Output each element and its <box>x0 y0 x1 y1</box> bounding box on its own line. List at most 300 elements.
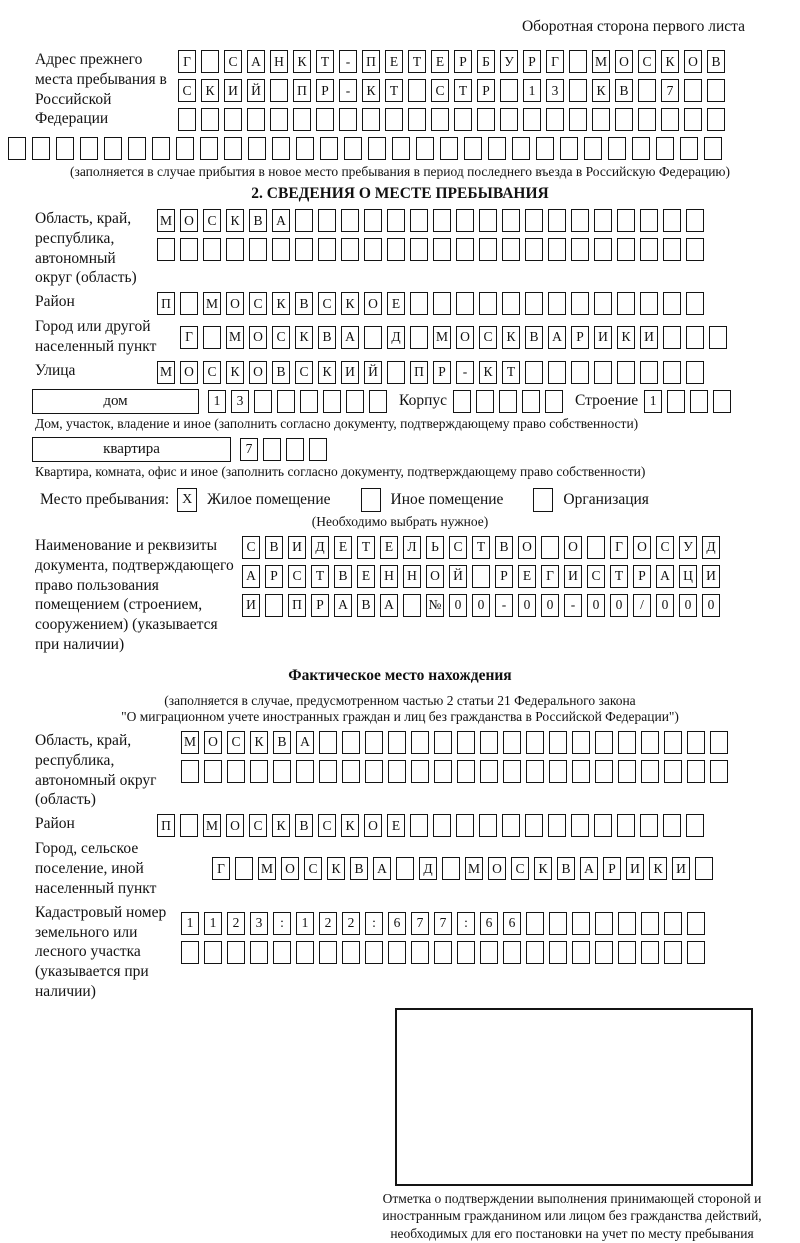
form-cell[interactable] <box>617 361 635 384</box>
form-cell[interactable] <box>104 137 122 160</box>
form-cell[interactable] <box>571 209 589 232</box>
form-cell[interactable]: 1 <box>296 912 314 935</box>
form-cell[interactable]: К <box>479 361 497 384</box>
form-cell[interactable] <box>502 209 520 232</box>
form-cell[interactable] <box>523 108 541 131</box>
form-cell[interactable]: Р <box>523 50 541 73</box>
form-cell[interactable]: Р <box>265 565 283 588</box>
form-cell[interactable]: А <box>380 594 398 617</box>
form-cell[interactable]: П <box>157 814 175 837</box>
form-cell[interactable]: А <box>272 209 290 232</box>
form-cell[interactable] <box>204 760 222 783</box>
form-cell[interactable] <box>224 137 242 160</box>
form-cell[interactable]: Е <box>431 50 449 73</box>
form-cell[interactable] <box>548 814 566 837</box>
form-cell[interactable] <box>569 79 587 102</box>
form-cell[interactable] <box>595 731 613 754</box>
form-cell[interactable] <box>342 731 360 754</box>
form-cell[interactable]: Е <box>357 565 375 588</box>
form-cell[interactable] <box>560 137 578 160</box>
form-cell[interactable]: 1 <box>204 912 222 935</box>
form-cell[interactable]: К <box>250 731 268 754</box>
form-cell[interactable]: В <box>615 79 633 102</box>
form-cell[interactable] <box>339 108 357 131</box>
form-cell[interactable] <box>319 731 337 754</box>
form-cell[interactable] <box>456 814 474 837</box>
form-cell[interactable] <box>641 731 659 754</box>
form-cell[interactable]: У <box>679 536 697 559</box>
form-cell[interactable] <box>548 238 566 261</box>
form-cell[interactable]: 1 <box>181 912 199 935</box>
form-cell[interactable] <box>227 941 245 964</box>
form-cell[interactable] <box>457 731 475 754</box>
form-cell[interactable] <box>686 292 704 315</box>
form-cell[interactable] <box>667 390 685 413</box>
form-cell[interactable] <box>663 361 681 384</box>
form-cell[interactable]: Р <box>433 361 451 384</box>
form-cell[interactable]: Е <box>334 536 352 559</box>
form-cell[interactable]: М <box>157 361 175 384</box>
form-cell[interactable]: 1 <box>644 390 662 413</box>
form-cell[interactable] <box>695 857 713 880</box>
form-cell[interactable] <box>707 108 725 131</box>
form-cell[interactable]: 7 <box>434 912 452 935</box>
form-cell[interactable] <box>500 108 518 131</box>
form-cell[interactable] <box>365 760 383 783</box>
form-cell[interactable] <box>273 760 291 783</box>
form-cell[interactable]: Р <box>316 79 334 102</box>
form-cell[interactable] <box>571 292 589 315</box>
form-cell[interactable] <box>594 814 612 837</box>
form-cell[interactable]: Б <box>477 50 495 73</box>
form-cell[interactable] <box>548 292 566 315</box>
form-cell[interactable] <box>364 326 382 349</box>
form-cell[interactable]: Ь <box>426 536 444 559</box>
form-cell[interactable]: 2 <box>227 912 245 935</box>
form-cell[interactable]: А <box>334 594 352 617</box>
form-cell[interactable]: - <box>456 361 474 384</box>
form-cell[interactable] <box>488 137 506 160</box>
form-cell[interactable] <box>499 390 517 413</box>
form-cell[interactable]: Р <box>603 857 621 880</box>
form-cell[interactable] <box>346 390 364 413</box>
form-cell[interactable] <box>480 760 498 783</box>
form-cell[interactable] <box>615 108 633 131</box>
form-cell[interactable] <box>201 108 219 131</box>
form-cell[interactable] <box>472 565 490 588</box>
form-cell[interactable] <box>686 361 704 384</box>
form-cell[interactable] <box>640 814 658 837</box>
form-cell[interactable]: 7 <box>240 438 258 461</box>
form-cell[interactable] <box>180 238 198 261</box>
form-cell[interactable] <box>548 209 566 232</box>
form-cell[interactable]: О <box>518 536 536 559</box>
form-cell[interactable]: П <box>157 292 175 315</box>
form-cell[interactable]: И <box>341 361 359 384</box>
form-cell[interactable]: Е <box>387 292 405 315</box>
form-cell[interactable]: 0 <box>449 594 467 617</box>
form-cell[interactable] <box>277 390 295 413</box>
form-cell[interactable]: 2 <box>319 912 337 935</box>
form-cell[interactable]: С <box>288 565 306 588</box>
form-cell[interactable]: В <box>357 594 375 617</box>
form-cell[interactable]: В <box>272 361 290 384</box>
form-cell[interactable] <box>664 912 682 935</box>
form-cell[interactable]: А <box>548 326 566 349</box>
form-cell[interactable] <box>247 108 265 131</box>
form-cell[interactable]: К <box>272 292 290 315</box>
form-cell[interactable]: В <box>525 326 543 349</box>
form-cell[interactable] <box>587 536 605 559</box>
form-cell[interactable] <box>368 137 386 160</box>
form-cell[interactable] <box>664 731 682 754</box>
form-cell[interactable] <box>364 238 382 261</box>
form-cell[interactable]: Д <box>419 857 437 880</box>
form-cell[interactable] <box>433 292 451 315</box>
form-cell[interactable]: Р <box>633 565 651 588</box>
form-cell[interactable] <box>270 79 288 102</box>
form-cell[interactable]: 0 <box>702 594 720 617</box>
form-cell[interactable] <box>318 238 336 261</box>
form-cell[interactable]: 6 <box>480 912 498 935</box>
form-cell[interactable]: - <box>339 79 357 102</box>
form-cell[interactable]: К <box>534 857 552 880</box>
form-cell[interactable] <box>571 361 589 384</box>
form-cell[interactable]: Й <box>449 565 467 588</box>
form-cell[interactable]: К <box>272 814 290 837</box>
form-cell[interactable] <box>392 137 410 160</box>
form-cell[interactable]: С <box>227 731 245 754</box>
form-cell[interactable]: М <box>258 857 276 880</box>
form-cell[interactable]: С <box>203 209 221 232</box>
form-cell[interactable] <box>638 108 656 131</box>
form-cell[interactable]: И <box>224 79 242 102</box>
form-cell[interactable] <box>224 108 242 131</box>
form-cell[interactable]: 0 <box>587 594 605 617</box>
form-cell[interactable]: 7 <box>661 79 679 102</box>
form-cell[interactable] <box>286 438 304 461</box>
form-cell[interactable]: П <box>362 50 380 73</box>
form-cell[interactable] <box>549 941 567 964</box>
inoe-checkbox[interactable] <box>361 488 381 512</box>
form-cell[interactable] <box>181 760 199 783</box>
form-cell[interactable] <box>201 50 219 73</box>
form-cell[interactable] <box>512 137 530 160</box>
form-cell[interactable] <box>525 292 543 315</box>
form-cell[interactable]: В <box>318 326 336 349</box>
form-cell[interactable] <box>341 209 359 232</box>
form-cell[interactable] <box>549 912 567 935</box>
form-cell[interactable] <box>525 814 543 837</box>
form-cell[interactable] <box>503 760 521 783</box>
form-cell[interactable] <box>641 912 659 935</box>
form-cell[interactable]: 0 <box>541 594 559 617</box>
form-cell[interactable] <box>663 209 681 232</box>
form-cell[interactable] <box>318 209 336 232</box>
form-cell[interactable] <box>416 137 434 160</box>
form-cell[interactable] <box>248 137 266 160</box>
form-cell[interactable]: 2 <box>342 912 360 935</box>
form-cell[interactable] <box>595 941 613 964</box>
form-cell[interactable]: О <box>615 50 633 73</box>
form-cell[interactable] <box>203 326 221 349</box>
form-cell[interactable]: В <box>295 292 313 315</box>
form-cell[interactable] <box>664 760 682 783</box>
form-cell[interactable] <box>687 731 705 754</box>
form-cell[interactable]: С <box>638 50 656 73</box>
form-cell[interactable] <box>403 594 421 617</box>
form-cell[interactable] <box>571 238 589 261</box>
form-cell[interactable] <box>431 108 449 131</box>
form-cell[interactable]: : <box>365 912 383 935</box>
form-cell[interactable] <box>456 238 474 261</box>
form-cell[interactable] <box>178 108 196 131</box>
form-cell[interactable]: С <box>304 857 322 880</box>
form-cell[interactable] <box>128 137 146 160</box>
form-cell[interactable]: О <box>633 536 651 559</box>
form-cell[interactable]: Г <box>212 857 230 880</box>
form-cell[interactable]: С <box>249 814 267 837</box>
form-cell[interactable]: С <box>203 361 221 384</box>
form-cell[interactable] <box>503 941 521 964</box>
form-cell[interactable]: К <box>295 326 313 349</box>
form-cell[interactable] <box>526 912 544 935</box>
form-cell[interactable]: Н <box>403 565 421 588</box>
form-cell[interactable]: И <box>242 594 260 617</box>
form-cell[interactable]: Е <box>385 50 403 73</box>
form-cell[interactable]: 7 <box>411 912 429 935</box>
kvartira-box[interactable]: квартира <box>32 437 231 462</box>
form-cell[interactable] <box>686 326 704 349</box>
form-cell[interactable] <box>640 292 658 315</box>
form-cell[interactable]: Т <box>610 565 628 588</box>
form-cell[interactable] <box>388 731 406 754</box>
form-cell[interactable]: / <box>633 594 651 617</box>
form-cell[interactable] <box>656 137 674 160</box>
form-cell[interactable]: В <box>557 857 575 880</box>
form-cell[interactable] <box>410 326 428 349</box>
form-cell[interactable] <box>476 390 494 413</box>
form-cell[interactable] <box>638 79 656 102</box>
form-cell[interactable] <box>640 361 658 384</box>
form-cell[interactable]: С <box>431 79 449 102</box>
form-cell[interactable]: В <box>495 536 513 559</box>
form-cell[interactable]: В <box>273 731 291 754</box>
form-cell[interactable]: О <box>281 857 299 880</box>
form-cell[interactable]: А <box>242 565 260 588</box>
form-cell[interactable] <box>387 209 405 232</box>
form-cell[interactable] <box>572 760 590 783</box>
form-cell[interactable] <box>309 438 327 461</box>
form-cell[interactable] <box>687 941 705 964</box>
form-cell[interactable]: - <box>339 50 357 73</box>
form-cell[interactable]: - <box>564 594 582 617</box>
form-cell[interactable] <box>525 209 543 232</box>
form-cell[interactable]: С <box>587 565 605 588</box>
form-cell[interactable]: И <box>672 857 690 880</box>
form-cell[interactable] <box>272 137 290 160</box>
form-cell[interactable] <box>710 760 728 783</box>
form-cell[interactable] <box>270 108 288 131</box>
form-cell[interactable] <box>369 390 387 413</box>
form-cell[interactable]: С <box>295 361 313 384</box>
form-cell[interactable] <box>408 79 426 102</box>
form-cell[interactable] <box>442 857 460 880</box>
form-cell[interactable]: М <box>203 814 221 837</box>
form-cell[interactable] <box>526 760 544 783</box>
form-cell[interactable] <box>526 731 544 754</box>
form-cell[interactable] <box>617 292 635 315</box>
form-cell[interactable]: О <box>249 326 267 349</box>
form-cell[interactable]: А <box>580 857 598 880</box>
form-cell[interactable] <box>300 390 318 413</box>
form-cell[interactable] <box>385 108 403 131</box>
form-cell[interactable] <box>680 137 698 160</box>
form-cell[interactable] <box>272 238 290 261</box>
form-cell[interactable] <box>595 760 613 783</box>
form-cell[interactable]: Т <box>357 536 375 559</box>
form-cell[interactable]: К <box>649 857 667 880</box>
form-cell[interactable]: Т <box>472 536 490 559</box>
form-cell[interactable] <box>200 137 218 160</box>
form-cell[interactable]: Т <box>311 565 329 588</box>
form-cell[interactable]: С <box>318 814 336 837</box>
form-cell[interactable]: М <box>465 857 483 880</box>
form-cell[interactable]: К <box>226 361 244 384</box>
form-cell[interactable] <box>572 731 590 754</box>
form-cell[interactable]: В <box>350 857 368 880</box>
form-cell[interactable] <box>503 731 521 754</box>
form-cell[interactable] <box>684 79 702 102</box>
form-cell[interactable] <box>434 731 452 754</box>
form-cell[interactable]: Т <box>385 79 403 102</box>
form-cell[interactable] <box>572 941 590 964</box>
form-cell[interactable] <box>319 760 337 783</box>
form-cell[interactable] <box>584 137 602 160</box>
form-cell[interactable] <box>453 390 471 413</box>
form-cell[interactable] <box>572 912 590 935</box>
form-cell[interactable] <box>457 760 475 783</box>
form-cell[interactable] <box>632 137 650 160</box>
form-cell[interactable] <box>663 326 681 349</box>
form-cell[interactable] <box>546 108 564 131</box>
form-cell[interactable]: П <box>288 594 306 617</box>
form-cell[interactable] <box>480 941 498 964</box>
form-cell[interactable] <box>477 108 495 131</box>
form-cell[interactable]: Р <box>477 79 495 102</box>
form-cell[interactable]: О <box>180 361 198 384</box>
form-cell[interactable]: Н <box>380 565 398 588</box>
form-cell[interactable]: О <box>226 292 244 315</box>
form-cell[interactable] <box>640 238 658 261</box>
form-cell[interactable] <box>687 912 705 935</box>
form-cell[interactable]: Р <box>311 594 329 617</box>
form-cell[interactable]: О <box>180 209 198 232</box>
form-cell[interactable] <box>180 814 198 837</box>
form-cell[interactable]: П <box>410 361 428 384</box>
form-cell[interactable] <box>265 594 283 617</box>
form-cell[interactable] <box>641 760 659 783</box>
form-cell[interactable] <box>388 760 406 783</box>
form-cell[interactable] <box>341 238 359 261</box>
form-cell[interactable] <box>713 390 731 413</box>
form-cell[interactable]: Е <box>380 536 398 559</box>
form-cell[interactable] <box>592 108 610 131</box>
form-cell[interactable] <box>456 292 474 315</box>
form-cell[interactable] <box>663 238 681 261</box>
form-cell[interactable]: К <box>341 814 359 837</box>
form-cell[interactable] <box>690 390 708 413</box>
form-cell[interactable]: М <box>226 326 244 349</box>
form-cell[interactable] <box>410 238 428 261</box>
form-cell[interactable] <box>502 814 520 837</box>
form-cell[interactable]: С <box>242 536 260 559</box>
form-cell[interactable] <box>480 731 498 754</box>
form-cell[interactable]: К <box>201 79 219 102</box>
form-cell[interactable] <box>249 238 267 261</box>
form-cell[interactable]: Ц <box>679 565 697 588</box>
form-cell[interactable] <box>387 238 405 261</box>
form-cell[interactable] <box>541 536 559 559</box>
form-cell[interactable] <box>157 238 175 261</box>
form-cell[interactable]: Р <box>454 50 472 73</box>
form-cell[interactable] <box>549 760 567 783</box>
form-cell[interactable] <box>545 390 563 413</box>
form-cell[interactable]: С <box>656 536 674 559</box>
form-cell[interactable]: О <box>564 536 582 559</box>
form-cell[interactable]: С <box>249 292 267 315</box>
form-cell[interactable]: 0 <box>679 594 697 617</box>
form-cell[interactable] <box>434 760 452 783</box>
form-cell[interactable]: Й <box>247 79 265 102</box>
form-cell[interactable]: Р <box>495 565 513 588</box>
form-cell[interactable]: А <box>341 326 359 349</box>
form-cell[interactable] <box>664 941 682 964</box>
form-cell[interactable] <box>316 108 334 131</box>
form-cell[interactable] <box>8 137 26 160</box>
form-cell[interactable]: А <box>247 50 265 73</box>
form-cell[interactable] <box>319 941 337 964</box>
form-cell[interactable] <box>569 108 587 131</box>
form-cell[interactable]: Й <box>364 361 382 384</box>
form-cell[interactable]: И <box>594 326 612 349</box>
form-cell[interactable] <box>295 238 313 261</box>
form-cell[interactable] <box>296 760 314 783</box>
form-cell[interactable] <box>686 238 704 261</box>
form-cell[interactable] <box>323 390 341 413</box>
form-cell[interactable] <box>344 137 362 160</box>
form-cell[interactable]: К <box>327 857 345 880</box>
form-cell[interactable]: 1 <box>523 79 541 102</box>
form-cell[interactable]: - <box>495 594 513 617</box>
form-cell[interactable] <box>250 941 268 964</box>
form-cell[interactable] <box>296 941 314 964</box>
form-cell[interactable] <box>263 438 281 461</box>
form-cell[interactable] <box>594 292 612 315</box>
form-cell[interactable] <box>687 760 705 783</box>
form-cell[interactable] <box>617 238 635 261</box>
form-cell[interactable]: Т <box>502 361 520 384</box>
form-cell[interactable] <box>235 857 253 880</box>
form-cell[interactable]: Г <box>546 50 564 73</box>
form-cell[interactable]: Е <box>518 565 536 588</box>
form-cell[interactable]: В <box>295 814 313 837</box>
form-cell[interactable] <box>479 814 497 837</box>
form-cell[interactable] <box>433 814 451 837</box>
form-cell[interactable]: Д <box>387 326 405 349</box>
form-cell[interactable]: № <box>426 594 444 617</box>
form-cell[interactable] <box>152 137 170 160</box>
